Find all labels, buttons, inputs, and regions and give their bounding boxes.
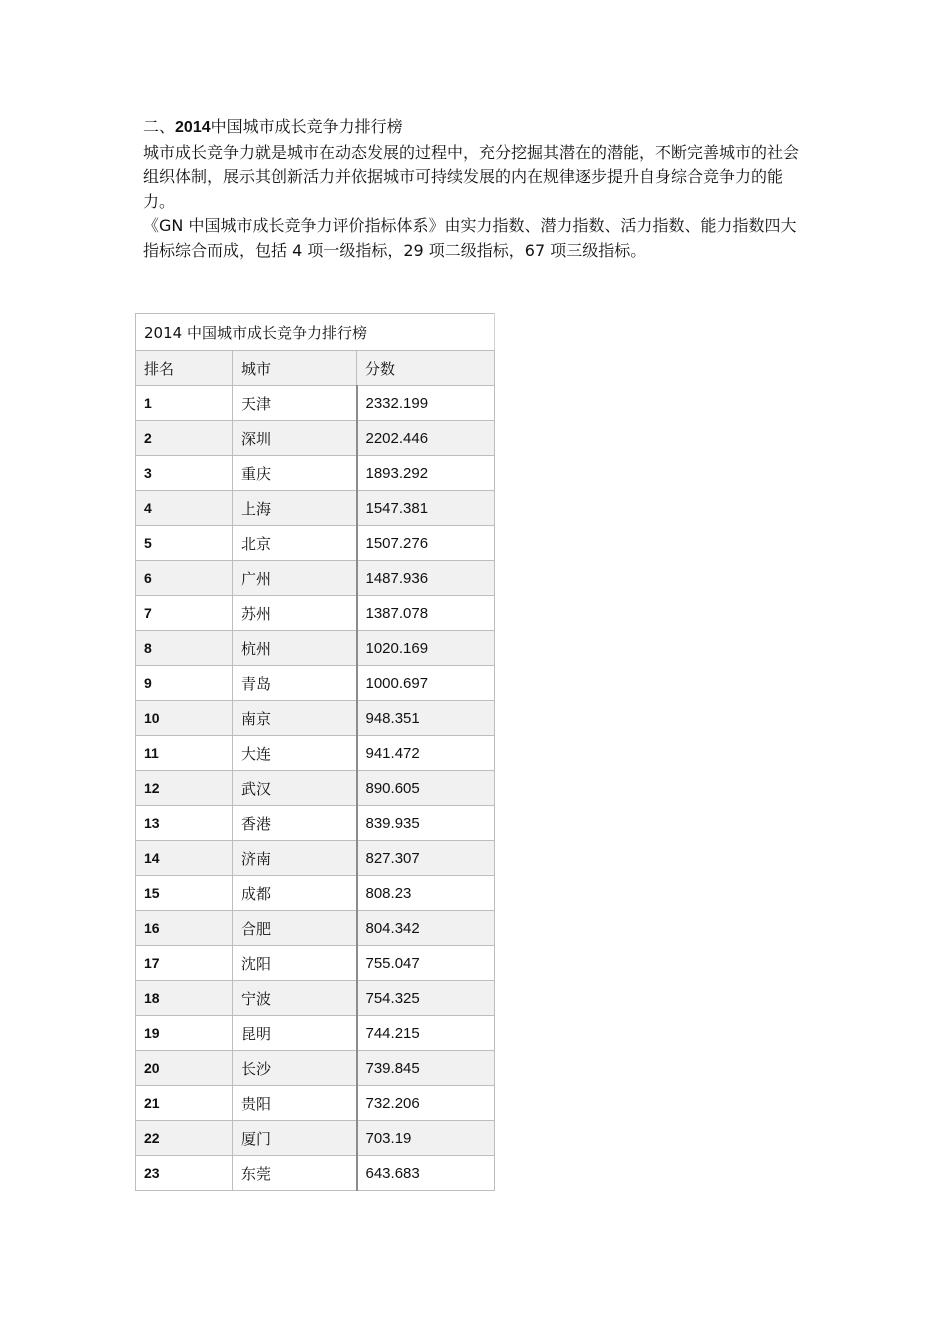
city-cell: 青岛: [233, 666, 357, 701]
table-row: [136, 421, 495, 456]
city-cell: 天津: [233, 386, 357, 421]
rank-cell: 13: [136, 806, 233, 841]
heading-year: 2014: [175, 119, 211, 136]
rank-cell: 12: [136, 771, 233, 806]
table-row: [136, 806, 495, 841]
city-cell: 杭州: [233, 631, 357, 666]
rank-cell: 20: [136, 1051, 233, 1086]
city-cell: 香港: [233, 806, 357, 841]
score-cell: 1487.936: [357, 561, 495, 596]
score-cell: 941.472: [357, 736, 495, 771]
city-cell: 苏州: [233, 596, 357, 631]
rank-cell: 7: [136, 596, 233, 631]
score-cell: 754.325: [357, 981, 495, 1016]
score-cell: 744.215: [357, 1016, 495, 1051]
table-row: [136, 1156, 495, 1191]
city-cell: 厦门: [233, 1121, 357, 1156]
table-row: [136, 456, 495, 491]
rank-cell: 9: [136, 666, 233, 701]
table-row: [136, 1086, 495, 1121]
city-cell: 深圳: [233, 421, 357, 456]
score-cell: 755.047: [357, 946, 495, 981]
rank-cell: 22: [136, 1121, 233, 1156]
rank-cell: 19: [136, 1016, 233, 1051]
score-cell: 2332.199: [357, 386, 495, 421]
score-cell: 839.935: [357, 806, 495, 841]
table-header-row: [136, 351, 495, 386]
table-caption-row: [136, 314, 495, 351]
heading-text: 中国城市成长竞争力排行榜: [210, 117, 403, 136]
table-row: [136, 771, 495, 806]
rank-cell: 14: [136, 841, 233, 876]
city-cell: 沈阳: [233, 946, 357, 981]
table-row: [136, 876, 495, 911]
city-cell: 大连: [233, 736, 357, 771]
table-row: [136, 1121, 495, 1156]
score-cell: 827.307: [357, 841, 495, 876]
table-row: [136, 526, 495, 561]
rank-cell: 1: [136, 386, 233, 421]
rank-cell: 8: [136, 631, 233, 666]
city-cell: 广州: [233, 561, 357, 596]
table-row: [136, 1016, 495, 1051]
table-row: [136, 386, 495, 421]
score-cell: 2202.446: [357, 421, 495, 456]
table-row: [136, 946, 495, 981]
table-row: [136, 666, 495, 701]
header-rank: 排名: [136, 351, 233, 386]
table-row: [136, 911, 495, 946]
section-heading: [143, 115, 811, 141]
table-row: [136, 596, 495, 631]
rank-cell: 2: [136, 421, 233, 456]
table-row: [136, 631, 495, 666]
city-cell: 南京: [233, 701, 357, 736]
city-cell: 上海: [233, 491, 357, 526]
score-cell: 1547.381: [357, 491, 495, 526]
ranking-table: [135, 313, 495, 1191]
rank-cell: 15: [136, 876, 233, 911]
score-cell: 1387.078: [357, 596, 495, 631]
score-cell: 808.23: [357, 876, 495, 911]
city-cell: 长沙: [233, 1051, 357, 1086]
city-cell: 合肥: [233, 911, 357, 946]
rank-cell: 4: [136, 491, 233, 526]
score-cell: 732.206: [357, 1086, 495, 1121]
city-cell: 成都: [233, 876, 357, 911]
table-row: [136, 1051, 495, 1086]
rank-cell: 11: [136, 736, 233, 771]
rank-cell: 3: [136, 456, 233, 491]
city-cell: 昆明: [233, 1016, 357, 1051]
table-row: [136, 841, 495, 876]
table-row: [136, 491, 495, 526]
score-cell: 703.19: [357, 1121, 495, 1156]
city-cell: 宁波: [233, 981, 357, 1016]
score-cell: 1000.697: [357, 666, 495, 701]
table-row: [136, 981, 495, 1016]
city-cell: 北京: [233, 526, 357, 561]
table-row: [136, 561, 495, 596]
rank-cell: 5: [136, 526, 233, 561]
header-city: 城市: [233, 351, 357, 386]
rank-cell: 10: [136, 701, 233, 736]
table-row: [136, 736, 495, 771]
city-cell: 济南: [233, 841, 357, 876]
rank-cell: 21: [136, 1086, 233, 1121]
score-cell: 1507.276: [357, 526, 495, 561]
city-cell: 武汉: [233, 771, 357, 806]
intro-paragraph-2: 《GN 中国城市成长竞争力评价指标体系》由实力指数、潜力指数、活力指数、能力指数四大指标综合而成，包括 4 项一级指标，29 项二级指标，67 项三级指标。: [143, 216, 797, 260]
score-cell: 1020.169: [357, 631, 495, 666]
city-cell: 东莞: [233, 1156, 357, 1191]
city-cell: 贵阳: [233, 1086, 357, 1121]
intro-section: [143, 115, 811, 263]
heading-prefix: 二、: [143, 117, 176, 136]
city-cell: 重庆: [233, 456, 357, 491]
score-cell: 643.683: [357, 1156, 495, 1191]
rank-cell: 6: [136, 561, 233, 596]
rank-cell: 17: [136, 946, 233, 981]
ranking-table-body: [136, 314, 495, 1191]
score-cell: 1893.292: [357, 456, 495, 491]
rank-cell: 18: [136, 981, 233, 1016]
score-cell: 804.342: [357, 911, 495, 946]
table-row: [136, 701, 495, 736]
score-cell: 739.845: [357, 1051, 495, 1086]
table-caption: 2014 中国城市成长竞争力排行榜: [136, 314, 495, 351]
header-score: 分数: [357, 351, 495, 386]
rank-cell: 16: [136, 911, 233, 946]
score-cell: 890.605: [357, 771, 495, 806]
intro-paragraph-1: 城市成长竞争力就是城市在动态发展的过程中，充分挖掘其潜在的潜能，不断完善城市的社会组织体制，展示其创新活力并依据城市可持续发展的内在规律逐步提升自身综合竞争力的能力。: [143, 142, 800, 211]
score-cell: 948.351: [357, 701, 495, 736]
rank-cell: 23: [136, 1156, 233, 1191]
